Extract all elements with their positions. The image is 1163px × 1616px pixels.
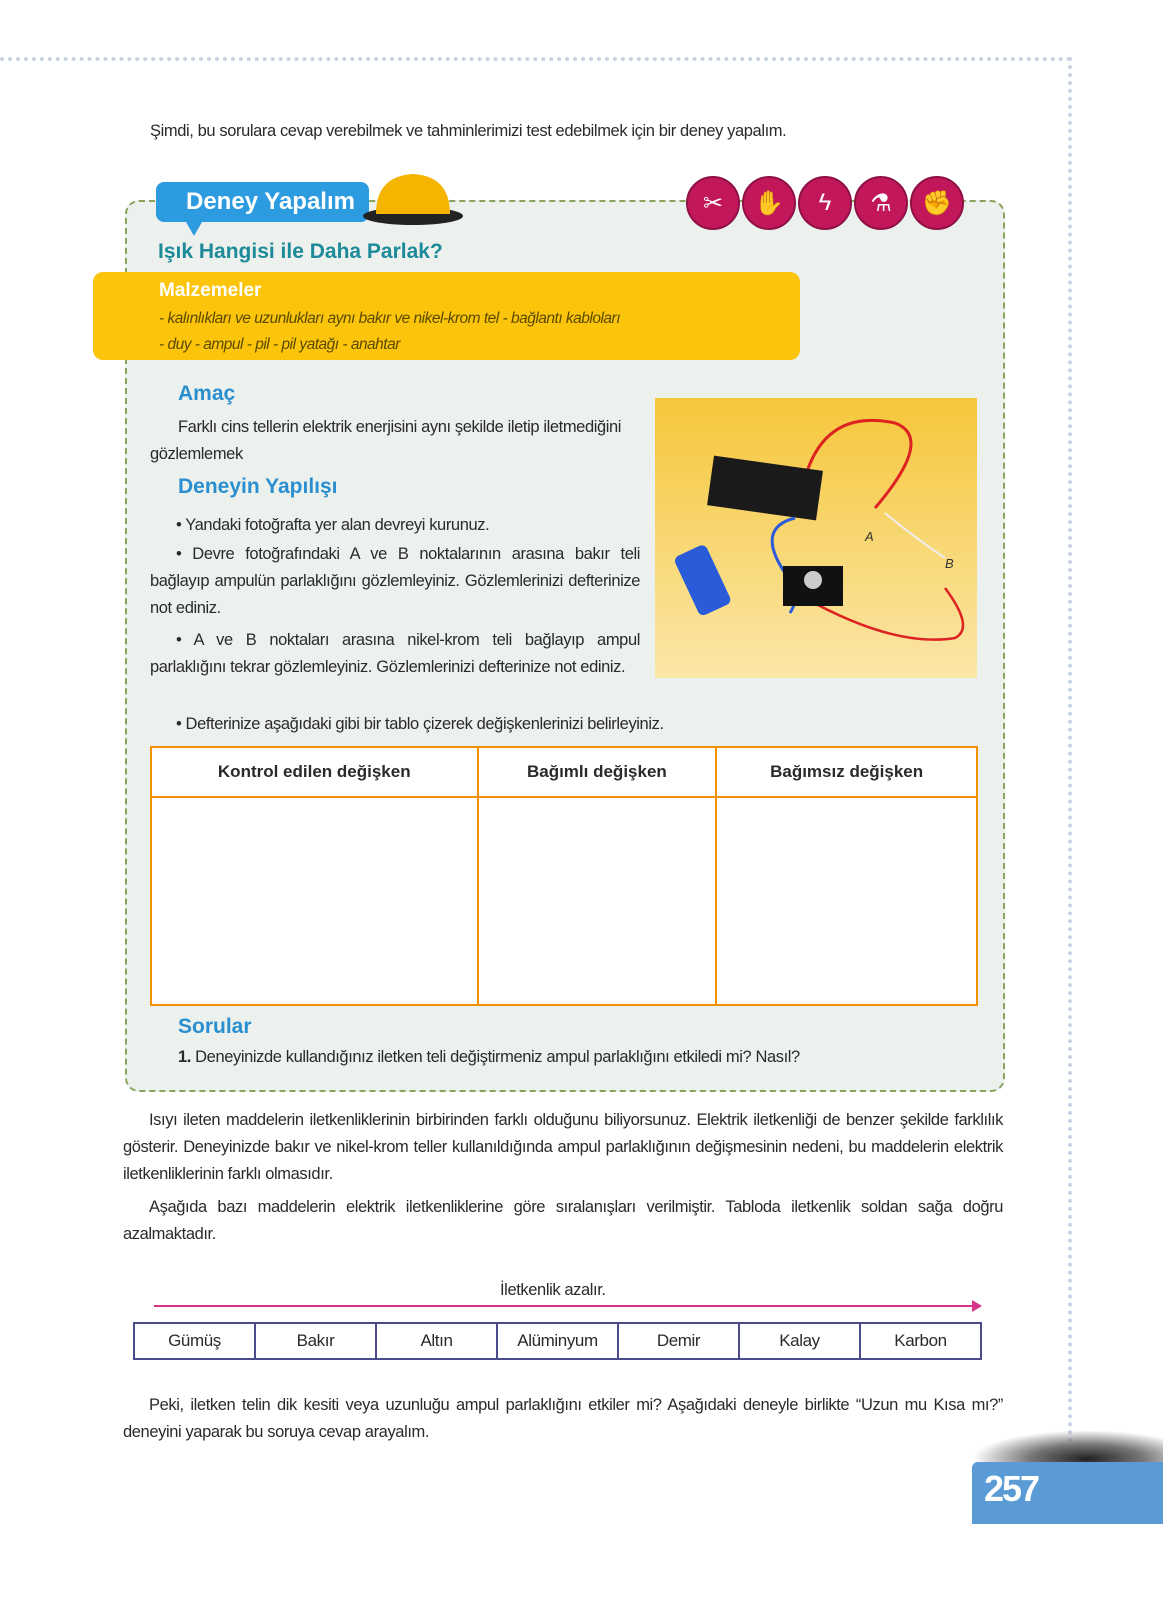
material-cell: Gümüş [135, 1324, 256, 1358]
experiment-title: Işık Hangisi ile Daha Parlak? [158, 240, 443, 263]
material-cell: Demir [619, 1324, 740, 1358]
hard-hat-icon [358, 168, 468, 228]
table-header: Bağımsız değişken [716, 747, 977, 797]
table-cell [716, 797, 977, 1005]
page-border-right [1068, 57, 1072, 1452]
glove-icon: ✊ [910, 176, 964, 230]
materials-heading: Malzemeler [159, 280, 262, 301]
procedure-step: • Devre fotoğrafındaki A ve B noktalarının arasına bakır teli bağlayıp ampulün parlaklığını gözlemleyiniz. Gözlemlerinizi defterinize not ediniz. [150, 545, 640, 617]
questions-heading: Sorular [178, 1015, 252, 1038]
table-cell [151, 797, 478, 1005]
scissors-icon: ✂ [686, 176, 740, 230]
question-number: 1. [178, 1048, 191, 1066]
hand-wash-icon: ✋ [742, 176, 796, 230]
intro-text: Şimdi, bu sorulara cevap verebilmek ve tahminlerimizi test edebilmek için bir deney yapalım. [150, 122, 787, 140]
material-cell: Kalay [740, 1324, 861, 1358]
aim-text: Farklı cins tellerin elektrik enerjisini aynı şekilde iletip iletmediğini gözlemlemek [150, 418, 622, 463]
aim-heading: Amaç [178, 382, 236, 405]
question-text: Deneyinizde kullandığınız iletken teli değiştirmeniz ampul parlaklığını etkiledi mi? Nasıl? [195, 1048, 800, 1066]
materials-line: - duy - ampul - pil - pil yatağı - anahtar [159, 336, 400, 353]
point-b-label: B [945, 556, 954, 571]
conductivity-label: İletkenlik azalır. [500, 1281, 606, 1299]
material-cell: Karbon [894, 1331, 947, 1350]
table-header: Kontrol edilen değişken [151, 747, 478, 797]
paragraph: Aşağıda bazı maddelerin elektrik iletkenliklerine göre sıralanışları verilmiştir. Tabloda iletkenlik soldan sağa doğru azalmaktadır. [123, 1198, 1003, 1243]
material-cell: Altın [377, 1324, 498, 1358]
question-1 [178, 1044, 800, 1071]
variables-table [150, 746, 978, 1006]
procedure-step: • A ve B noktaları arasına nikel-krom teli bağlayıp ampul parlaklığını tekrar gözlemleyiniz. Gözlemlerinizi defterinize not ediniz. [150, 631, 640, 676]
material-cell: Bakır [256, 1324, 377, 1358]
table-header: Bağımlı değişken [478, 747, 717, 797]
page-number: 257 [984, 1468, 1039, 1509]
lab-coat-icon: ⚗ [854, 176, 908, 230]
point-a-label: A [865, 529, 874, 544]
decrease-arrow [154, 1305, 974, 1307]
table-cell [478, 797, 717, 1005]
procedure-step: • Defterinize aşağıdaki gibi bir tablo çizerek değişkenlerinizi belirleyiniz. [176, 715, 664, 733]
paragraph: Peki, iletken telin dik kesiti veya uzunluğu ampul parlaklığını etkiler mi? Aşağıdaki deneyle birlikte “Uzun mu Kısa mı?” deneyini yaparak bu soruya cevap arayalım. [123, 1396, 1003, 1441]
electric-hazard-icon: ϟ [798, 176, 852, 230]
page-number-tab [972, 1462, 1163, 1524]
conductivity-scale [133, 1322, 982, 1360]
experiment-tag: Deney Yapalım [156, 182, 369, 222]
circuit-photo [655, 398, 977, 678]
paragraph: Isıyı ileten maddelerin iletkenliklerinin birbirinden farklı olduğunu biliyorsunuz. Elektrik iletkenliği de benzer şekilde farklılık gösterir. Deneyinizde bakır ve nikel-krom teller kullanıldığında ampul parlaklığının değişmesinin nedeni, bu maddelerin elektrik iletkenliklerinin farklı olmasıdır. [123, 1111, 1003, 1183]
page-tab-shadow [972, 1430, 1163, 1466]
materials-line: - kalınlıkları ve uzunlukları aynı bakır ve nikel-krom tel - bağlantı kabloları [159, 310, 621, 327]
page-border-top [0, 57, 1072, 61]
material-cell: Alüminyum [498, 1324, 619, 1358]
procedure-heading: Deneyin Yapılışı [178, 475, 338, 498]
materials-box [93, 272, 800, 360]
procedure-step: • Yandaki fotoğrafta yer alan devreyi kurunuz. [176, 516, 490, 534]
